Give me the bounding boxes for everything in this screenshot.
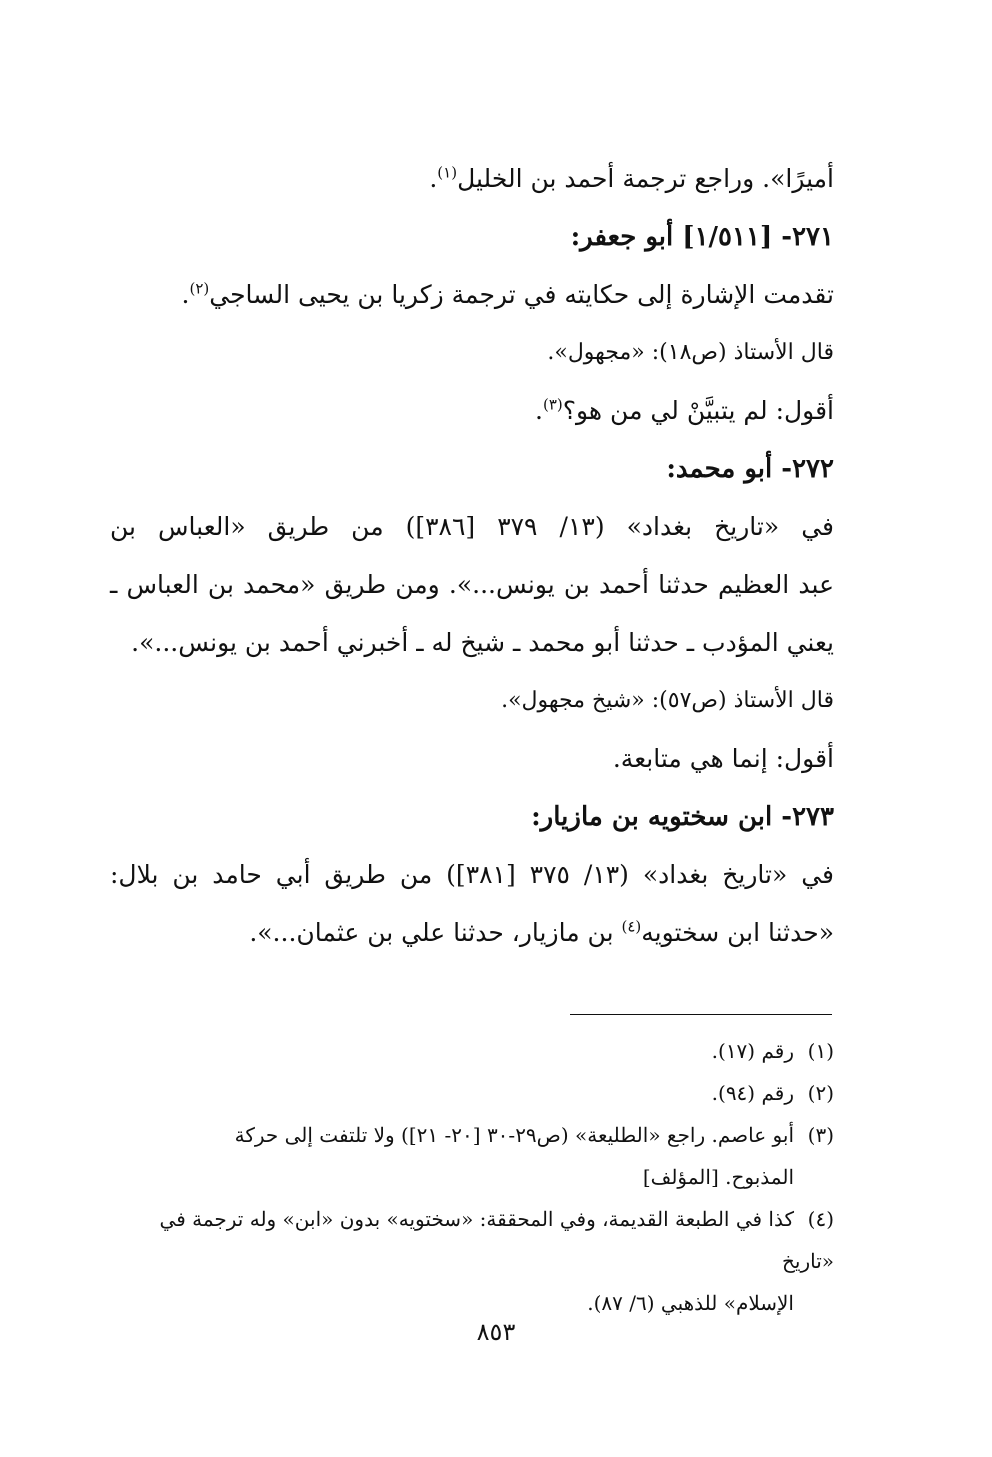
text-line-3: تقدمت الإشارة إلى حكايته في ترجمة زكريا بن يحيى الساجي$^{(٢)}$. <box>181 279 834 309</box>
page-number: ٨٥٣ <box>476 1318 516 1346</box>
footnote-text: رقم (٩٤). <box>711 1081 794 1105</box>
footnote-number: (٤) <box>807 1207 834 1231</box>
main-text <box>110 150 834 962</box>
footnote-ref-1[interactable]: (١) <box>437 163 458 182</box>
text-line-4: قال الأستاذ (ص١٨): «مجهول». <box>547 340 834 365</box>
footnote-text: أبو عاصم. راجع «الطليعة» (ص٢٩-٣٠ [٢٠- ٢١]) ولا تلتفت إلى حركة <box>234 1123 794 1147</box>
footnote-4-continuation: الإسلام» للذهبي (٦/ ٨٧). <box>587 1291 794 1315</box>
footnote-text: كذا في الطبعة القديمة، وفي المحققة: «سختويه» بدون «ابن» وله ترجمة في «تاريخ <box>159 1207 834 1273</box>
text-line-11: أقول: إنما هي متابعة. <box>612 744 834 773</box>
footnote-number: (٣) <box>807 1123 834 1147</box>
footnote-ref-3[interactable]: (٣) <box>542 395 563 414</box>
footnote-text: رقم (١٧). <box>711 1039 794 1063</box>
entry-heading-272: ٢٧٢- أبو محمد: <box>666 454 834 484</box>
footnote-number: (١) <box>807 1039 834 1063</box>
footnote-1 <box>110 1030 834 1072</box>
text-line-1: أميرًا». وراجع ترجمة أحمد بن الخليل$^{(١)}$. <box>429 163 834 193</box>
footnote-2 <box>110 1072 834 1114</box>
footnote-ref-4[interactable]: (٤) <box>621 917 642 936</box>
entry-heading-273: ٢٧٣- ابن سختويه بن مازيار: <box>531 802 834 832</box>
entry-heading-271: ٢٧١- [١/٥١١] أبو جعفر: <box>570 222 834 252</box>
footnotes-section <box>110 1030 834 1324</box>
text-line-14: «حدثنا ابن سختويه$^{(٤)}$ بن مازيار، حدثنا علي بن عثمان...». <box>249 917 834 947</box>
text-line-10: قال الأستاذ (ص٥٧): «شيخ مجهول». <box>501 688 834 713</box>
footnote-ref-2[interactable]: (٢) <box>189 279 210 298</box>
footnote-3 <box>110 1114 834 1156</box>
footnote-separator <box>570 1014 832 1015</box>
footnote-3-continuation: المذبوح. [المؤلف] <box>642 1165 794 1189</box>
text-line-13: في «تاريخ بغداد» (١٣/ ٣٧٥ [٣٨١]) من طريق أبي حامد بن بلال: <box>110 860 835 889</box>
text-line-9: يعني المؤدب ـ حدثنا أبو محمد ـ شيخ له ـ أخبرني أحمد بن يونس...». <box>131 628 834 657</box>
footnote-4 <box>110 1198 834 1282</box>
text-line-7: في «تاريخ بغداد» (١٣/ ٣٧٩ [٣٨٦]) من طريق «العباس بن <box>110 512 834 541</box>
text-line-5: أقول: لم يتبيَّنْ لي من هو؟$^{(٣)}$. <box>535 395 834 425</box>
footnote-number: (٢) <box>807 1081 834 1105</box>
text-line-8: عبد العظيم حدثنا أحمد بن يونس...». ومن طريق «محمد بن العباس ـ <box>110 570 834 599</box>
